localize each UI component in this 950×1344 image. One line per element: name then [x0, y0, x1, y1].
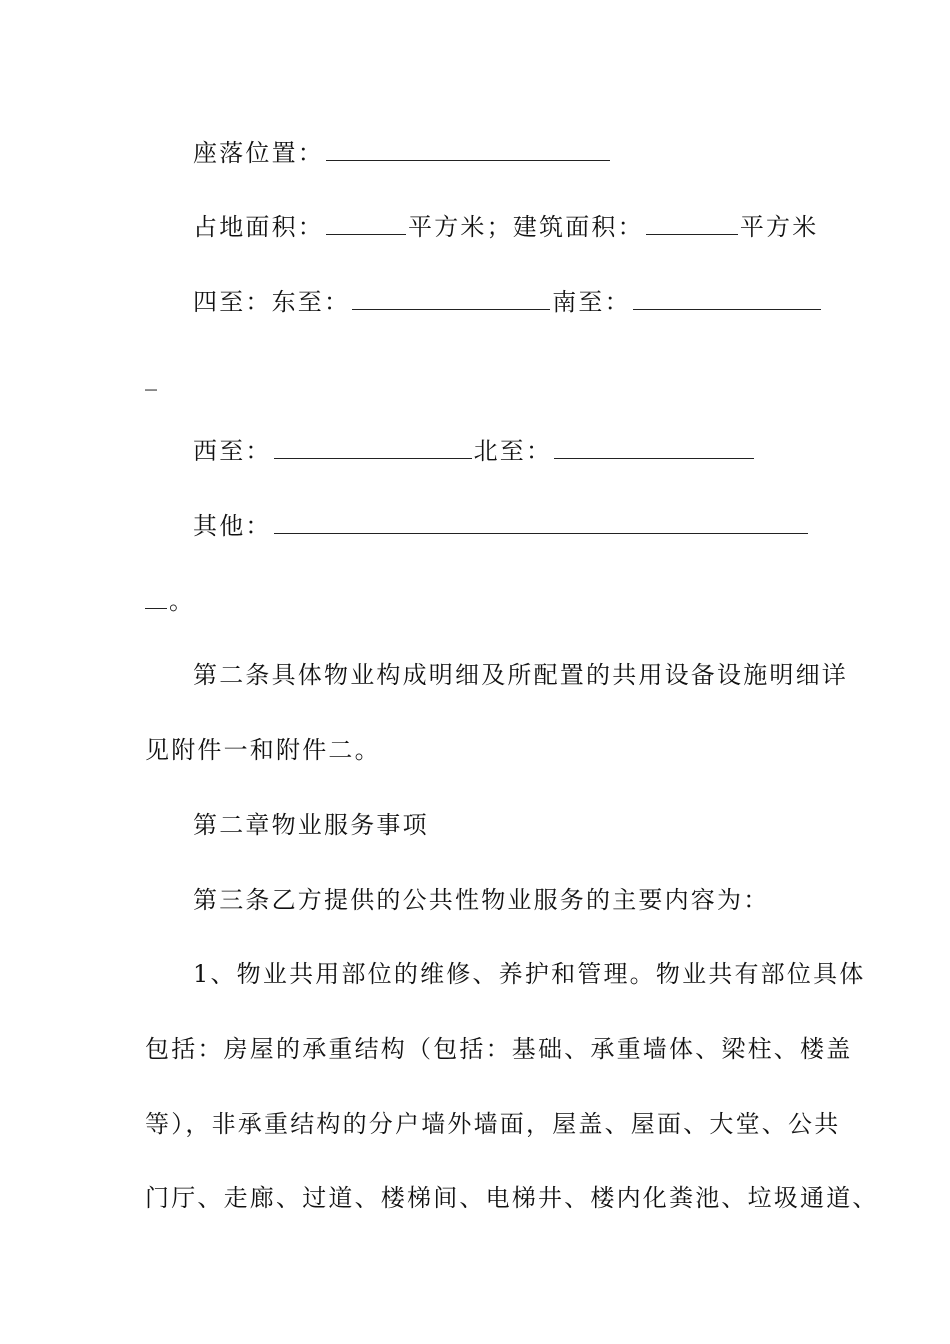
- item1-line2: [145, 1034, 852, 1064]
- east-label: 东至：: [271, 288, 351, 316]
- article3-text: 第三条乙方提供的公共性物业服务的主要内容为：: [193, 886, 770, 914]
- building-area-blank: [646, 212, 738, 235]
- south-blank: [633, 287, 821, 310]
- south-label: 南至：: [552, 288, 631, 316]
- item1-text-1: 1、物业共用部位的维修、养护和管理。物业共有部位具体: [193, 960, 866, 988]
- boundaries-label: 四至：: [193, 288, 272, 316]
- item1-line4: [145, 1183, 879, 1213]
- building-area-unit: 平方米: [739, 213, 819, 241]
- west-label: 西至：: [193, 437, 272, 465]
- article2-text-2: 见附件一和附件二。: [145, 736, 381, 764]
- area-label: 占地面积：: [193, 213, 324, 241]
- other-line: [193, 511, 810, 541]
- north-blank: [554, 436, 754, 459]
- area-line: [193, 212, 818, 242]
- location-label: 座落位置：: [193, 139, 324, 167]
- chapter2-title: [193, 810, 429, 840]
- article3-line: [193, 885, 769, 915]
- item1-line3: [145, 1109, 840, 1139]
- location-blank: [326, 138, 610, 161]
- article2-line1: [193, 660, 848, 690]
- article2-line2: [145, 735, 381, 765]
- west-north-line: [193, 436, 756, 466]
- west-blank: [274, 436, 472, 459]
- item1-text-2: 包括：房屋的承重结构（包括：基础、承重墙体、梁柱、楼盖: [145, 1035, 853, 1063]
- item1-text-4: 门厅、走廊、过道、楼梯间、电梯井、楼内化粪池、垃圾通道、: [145, 1184, 879, 1212]
- area-unit: 平方米；: [408, 213, 513, 241]
- other-label: 其他：: [193, 512, 272, 540]
- continuation-dash: _: [145, 363, 160, 391]
- item1-text-3: 等），非承重结构的分户墙外墙面，屋盖、屋面、大堂、公共: [145, 1110, 841, 1138]
- other-end-mark: 。: [169, 587, 196, 615]
- article2-text-1: 第二条具体物业构成明细及所配置的共用设备设施明细详: [193, 661, 848, 689]
- boundaries-line: [193, 287, 823, 317]
- other-end-blank: [145, 586, 167, 609]
- east-blank: [352, 287, 550, 310]
- north-label: 北至：: [473, 437, 553, 465]
- item1-line1: [193, 959, 865, 989]
- area-blank: [326, 212, 406, 235]
- other-blank: [274, 511, 808, 534]
- continuation-line: [145, 362, 159, 392]
- other-end-line: [145, 586, 195, 616]
- chapter2-title-text: 第二章物业服务事项: [193, 811, 429, 839]
- location-line: [193, 138, 612, 168]
- building-area-label: 建筑面积：: [512, 213, 644, 241]
